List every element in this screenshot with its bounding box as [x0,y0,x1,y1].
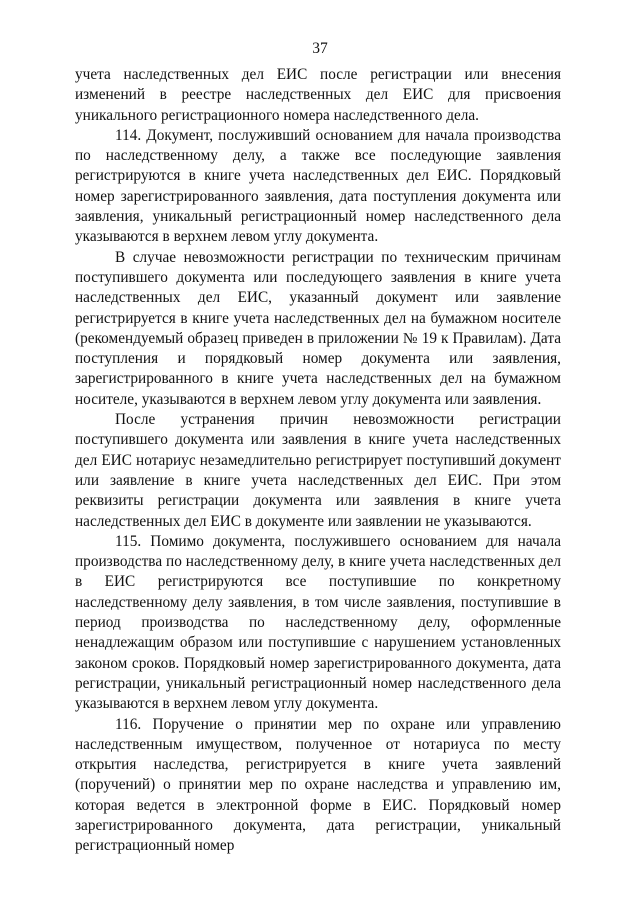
paragraph-114: 114. Документ, послуживший основанием для начала производства по наследственному делу, а также все последующие заявления регистрируются в книге учета наследственных дел ЕИС. Порядковый номер зарегистрированного заявления, дата поступления документа или заявления, уникальный регистрационный номер наследственного дела указываются в верхнем левом углу документа. [75,126,561,246]
document-body [75,65,561,857]
paragraph-115: 115. Помимо документа, послужившего основанием для начала производства по наследственному делу, в книге учета наследственных дел в ЕИС регистрируются все поступившие по конкретному наследственному делу заявления, в том числе заявления, поступившие в период производства по наследственному делу, оформленные ненадлежащим образом или поступившие с нарушением установленных законом сроков. Порядковый номер зарегистрированного документа, дата регистрации, уникальный регистрационный номер наследственного дела указываются в верхнем левом углу документа. [75,532,561,713]
paragraph-technical-failure: В случае невозможности регистрации по техническим причинам поступившего документа или последующего заявления в книге учета наследственных дел ЕИС, указанный документ или заявление регистрируется в книге учета наследственных дел на бумажном носителе (рекомендуемый образец приведен в приложении № 19 к Правилам). Дата поступления и порядковый номер документа или заявления, зарегистрированного в книге учета наследственных дел на бумажном носителе, указываются в верхнем левом углу документа или заявления. [75,248,561,408]
paragraph-continued: учета наследственных дел ЕИС после регистрации или внесения изменений в реестре наследственных дел ЕИС для присвоения уникального регистрационного номера наследственного дела. [75,66,561,124]
paragraph-after-resolution: После устранения причин невозможности регистрации поступившего документа или заявления в книге учета наследственных дел ЕИС нотариус незамедлительно регистрирует поступивший документ или заявление в книге учета наследственных дел ЕИС. При этом реквизиты регистрации документа или заявления в книге учета наследственных дел ЕИС в документе или заявлении не указываются. [75,411,561,530]
paragraph-116: 116. Поручение о принятии мер по охране или управлению наследственным имуществом, полученное от нотариуса по месту открытия наследства, регистрируется в книге учета заявлений (поручений) о принятии мер по охране наследства и управлению им, которая ведется в электронной форме в ЕИС. Порядковый номер зарегистрированного документа, дата регистрации, уникальный регистрационный номер [75,715,561,855]
page-number: 37 [312,40,328,57]
